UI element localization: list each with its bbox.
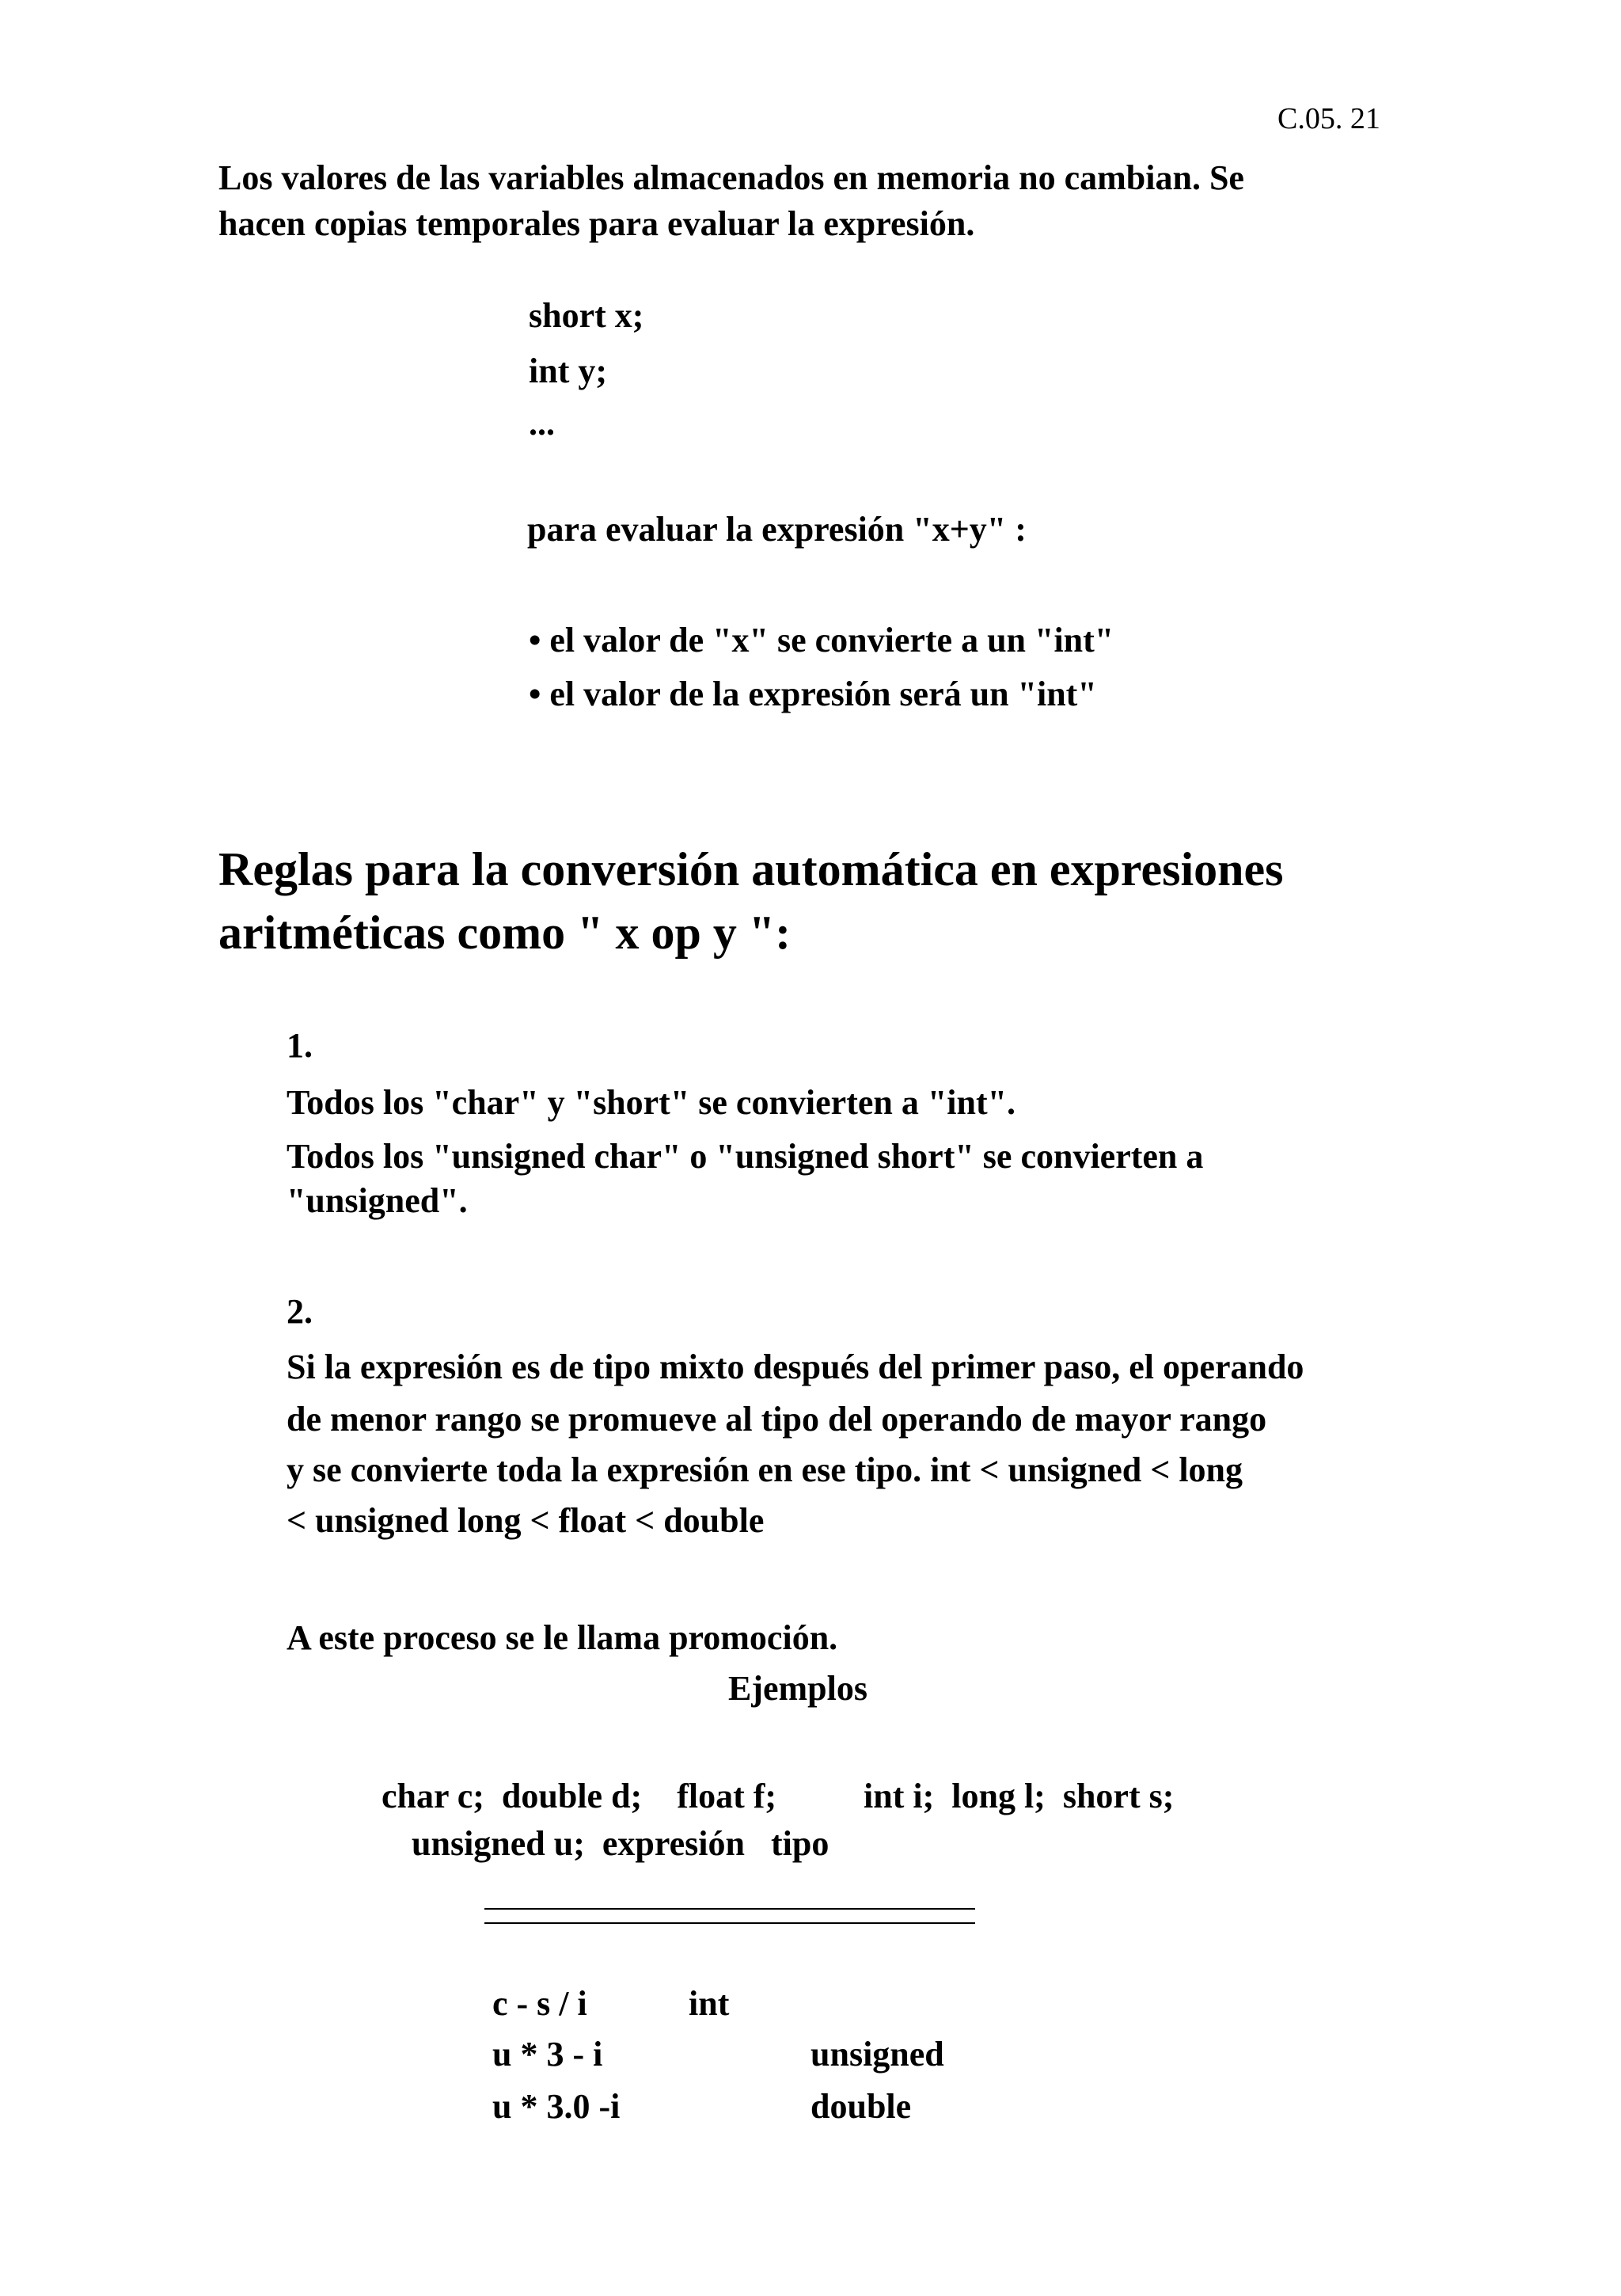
divider-top — [484, 1908, 975, 1910]
bullet-item: • el valor de la expresión será un "int" — [529, 675, 1097, 713]
declarations-line-1: char c; double d; float f; int i; long l; short s; — [382, 1777, 1175, 1815]
code-line-3: ... — [529, 404, 555, 443]
heading-line-2: aritméticas como " x op y ": — [218, 907, 792, 959]
divider-bottom — [484, 1922, 975, 1924]
promotion-line: A este proceso se le llama promoción. — [287, 1618, 838, 1657]
bullet-item: • el valor de "x" se convierte a un "int" — [529, 621, 1114, 660]
intro-line-1: Los valores de las variables almacenados en memoria no cambian. Se — [218, 158, 1244, 197]
expression-cell: u * 3 - i — [492, 2035, 603, 2074]
rule-text-line: Si la expresión es de tipo mixto después del primer paso, el operando — [287, 1348, 1304, 1386]
rule-text-line: < unsigned long < float < double — [287, 1501, 765, 1540]
code-line-2: int y; — [529, 352, 607, 390]
code-line-1: short x; — [529, 296, 644, 335]
examples-title: Ejemplos — [728, 1669, 867, 1708]
page-number: C.05. 21 — [1277, 102, 1380, 135]
type-cell: int — [689, 1984, 730, 2023]
rule-text-line: Todos los "char" y "short" se convierten a "int". — [287, 1083, 1016, 1122]
rule-text-line: "unsigned". — [287, 1181, 468, 1220]
declarations-line-2: unsigned u; expresión tipo — [412, 1824, 829, 1863]
evaluate-line: para evaluar la expresión "x+y" : — [527, 510, 1027, 549]
expression-cell: u * 3.0 -i — [492, 2087, 621, 2126]
intro-line-2: hacen copias temporales para evaluar la expresión. — [218, 204, 975, 243]
rule-number: 2. — [287, 1292, 313, 1331]
rule-text-line: Todos los "unsigned char" o "unsigned short" se convierten a — [287, 1137, 1204, 1176]
rule-text-line: y se convierte toda la expresión en ese tipo. int < unsigned < long — [287, 1450, 1243, 1489]
type-cell: double — [810, 2087, 912, 2126]
type-cell: unsigned — [810, 2035, 944, 2074]
expression-cell: c - s / i — [492, 1984, 587, 2023]
rule-text-line: de menor rango se promueve al tipo del operando de mayor rango — [287, 1400, 1267, 1439]
rule-number: 1. — [287, 1026, 313, 1065]
heading-line-1: Reglas para la conversión automática en expresiones — [218, 843, 1284, 895]
